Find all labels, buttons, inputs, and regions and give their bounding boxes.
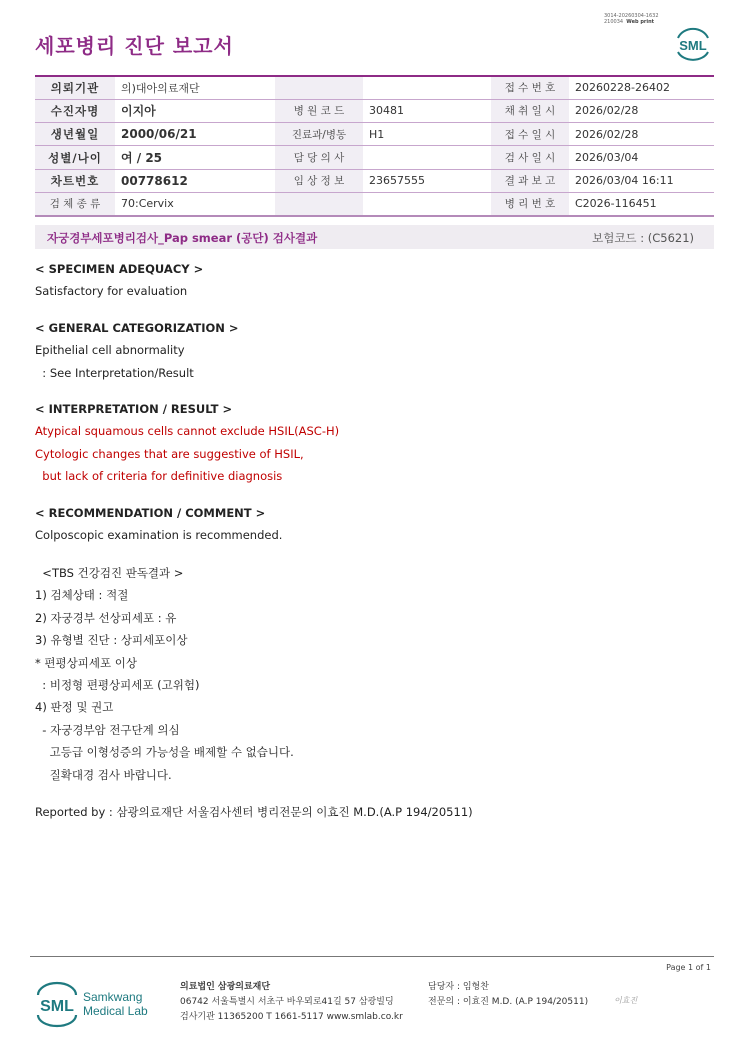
info-value: 2026/02/28 [575,127,639,141]
report-line: * 편평상피세포 이상 [35,656,137,670]
info-label: 병 리 번 호 [491,192,569,215]
info-value: 2026/03/04 16:11 [575,174,674,188]
report-line: 1) 검체상태 : 적절 [35,588,129,602]
staff-label: 담당자 : [428,982,460,992]
info-label: 담 당 의 사 [275,146,363,169]
samkwang-logo-name-1: Samkwang [83,990,143,1004]
info-value: 30481 [369,104,404,118]
report-line: Reported by : 삼광의료재단 서울검사센터 병리전문의 이효진 M.D.(A.P 194/20511) [35,805,473,819]
info-label: 검 사 일 시 [491,146,569,169]
test-name: 자궁경부세포병리검사_Pap smear (공단) 검사결과 [47,231,318,245]
test-result-header [35,225,714,249]
staff-name: 임형찬 [462,982,489,992]
page-number: Page 1 of 1 [666,963,711,972]
info-value: 의)대아의료재단 [121,81,200,95]
info-value: 2026/02/28 [575,104,639,118]
info-label: 병 원 코 드 [275,99,363,122]
footer-contact: 검사기관 11365200 T 1661-5117 www.smlab.co.kr [180,1012,403,1022]
info-label: 임 상 정 보 [275,169,363,192]
info-label: 성별/나이 [35,146,115,169]
footer-divider [30,956,714,957]
footer-org-info [180,980,403,1025]
stamp-web-print: Web print [626,19,655,25]
specialist-label: 전문의 : [428,997,460,1007]
footer-staff-info [428,980,588,1010]
info-value: 여 / 25 [121,151,163,166]
info-label: 의뢰기관 [35,76,115,99]
stamp-line-2 [604,19,659,25]
report-line: Atypical squamous cells cannot exclude HSIL(ASC-H) [35,424,340,438]
report-line: - 자궁경부암 전구단계 의심 [35,723,180,737]
section-heading: < SPECIMEN ADEQUACY > [35,262,204,276]
samkwang-logo [35,980,160,1028]
section-heading: < INTERPRETATION / RESULT > [35,402,233,416]
footer-address: 06742 서울특별시 서초구 바우뫼로41길 57 삼광빌딩 [180,997,394,1007]
report-line: Cytologic changes that are suggestive of HSIL, [35,447,304,461]
info-label: 접 수 일 시 [491,123,569,146]
info-label: 수진자명 [35,99,115,122]
insurance-code: 보험코드 : (C5621) [592,231,694,245]
info-row [35,192,714,215]
info-row [35,169,714,192]
patient-info-table [35,75,714,217]
info-label: 생년월일 [35,123,115,146]
info-label [275,76,363,99]
info-value [363,146,491,169]
specialist-name: 이효진 M.D. (A.P 194/20511) [462,997,589,1007]
info-value: 2000/06/21 [121,127,197,142]
stamp-code: 210034 [604,19,624,25]
info-value: H1 [369,127,385,141]
info-value: 70:Cervix [121,197,174,211]
sml-logo-text: SML [679,38,707,53]
info-value: 00778612 [121,173,188,188]
samkwang-logo-mark: SML [40,998,74,1015]
info-value [363,76,491,99]
report-line: Satisfactory for evaluation [35,284,188,298]
report-line: but lack of criteria for definitive diagnosis [35,469,283,483]
report-line: 고등급 이형성증의 가능성을 배제할 수 없습니다. [35,745,294,759]
report-line: 질확대경 검사 바랍니다. [35,768,172,782]
info-label: 채 취 일 시 [491,99,569,122]
info-value: 2026/03/04 [575,151,639,165]
report-line: Epithelial cell abnormality [35,343,185,357]
info-row [35,99,714,122]
signature: 이효진 [614,996,638,1005]
info-row [35,146,714,169]
info-label [275,192,363,215]
report-title: 세포병리 진단 보고서 [35,34,234,58]
stamp-line-1: 3014-20260304-1632 [604,13,659,19]
report-line: 4) 판정 및 권고 [35,700,114,714]
info-value: 23657555 [369,174,425,188]
print-stamp [604,13,659,25]
report-line: Colposcopic examination is recommended. [35,528,283,542]
info-label: 차트번호 [35,169,115,192]
info-label: 검 체 종 류 [35,192,115,215]
report-line: <TBS 건강검진 판독결과 > [35,566,184,580]
sml-logo [672,22,714,62]
info-label: 결 과 보 고 [491,169,569,192]
footer-org-name: 의료법인 삼광의료재단 [180,982,271,992]
info-value: 20260228-26402 [575,81,670,95]
report-line: : 비정형 편평상피세포 (고위험) [35,678,200,692]
info-value: C2026-116451 [575,197,657,211]
info-value [363,192,491,215]
report-line: : See Interpretation/Result [35,366,194,380]
info-row [35,76,714,99]
section-heading: < RECOMMENDATION / COMMENT > [35,506,266,520]
samkwang-logo-name-2: Medical Lab [83,1004,148,1018]
report-line: 2) 자궁경부 선상피세포 : 유 [35,611,177,625]
info-label: 접 수 번 호 [491,76,569,99]
info-row [35,123,714,146]
section-heading: < GENERAL CATEGORIZATION > [35,321,239,335]
info-label: 진료과/병동 [275,123,363,146]
info-value: 이지아 [121,104,156,119]
report-line: 3) 유형별 진단 : 상피세포이상 [35,633,188,647]
